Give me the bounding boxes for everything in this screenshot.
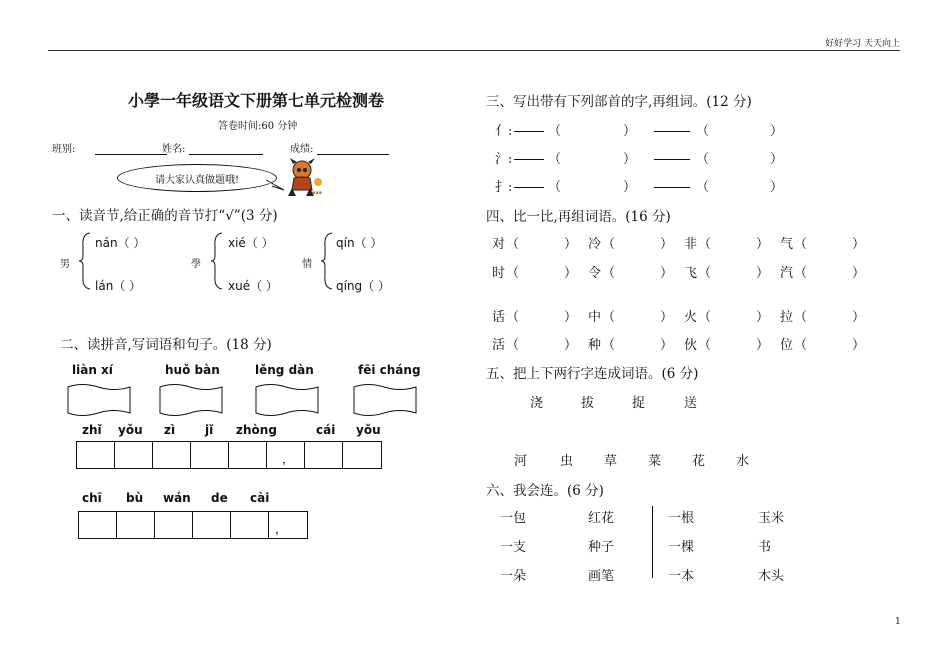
sec1-char-3: 情 bbox=[302, 259, 312, 270]
sec4-char: 时 bbox=[492, 266, 506, 281]
sec4-paren-open: （ bbox=[602, 266, 616, 281]
grid-cell[interactable] bbox=[343, 442, 381, 468]
sec2-word-2: huǒ bàn bbox=[165, 363, 220, 377]
section6-heading: 六、我会连。(6 分) bbox=[486, 483, 604, 499]
sec4-char: 火 bbox=[684, 310, 698, 325]
sec4-char: 活 bbox=[492, 338, 506, 353]
sec3-blank[interactable] bbox=[654, 187, 690, 188]
section5-heading: 五、把上下两行字连成词语。(6 分) bbox=[486, 366, 699, 382]
grid-cell[interactable] bbox=[267, 442, 305, 468]
grid-cell[interactable] bbox=[305, 442, 343, 468]
sec4-char: 话 bbox=[492, 310, 506, 325]
svg-text:▪▪▪: ▪▪▪ bbox=[312, 190, 323, 196]
sec4-char: 对 bbox=[492, 237, 506, 252]
sec4-paren-close: ） bbox=[852, 338, 866, 353]
sec3-paren-open: （ bbox=[548, 124, 562, 139]
sec4-paren-open: （ bbox=[506, 310, 520, 325]
sec6-divider bbox=[652, 506, 653, 578]
sec2-grid-1 bbox=[76, 441, 382, 469]
sec5-top-4: 送 bbox=[684, 396, 698, 411]
sec6-la-1: 一包 bbox=[500, 511, 527, 526]
grid-cell[interactable] bbox=[229, 442, 267, 468]
sec4-paren-close: ） bbox=[660, 237, 674, 252]
sec4-paren-close: ） bbox=[660, 310, 674, 325]
sec6-lb-1: 红花 bbox=[588, 511, 615, 526]
sec3-blank[interactable] bbox=[514, 131, 544, 132]
sec1-pinyin-3a: qín（ ） bbox=[336, 236, 383, 250]
sec4-paren-close: ） bbox=[564, 338, 578, 353]
sec2-s1-py-1: zhǐ bbox=[82, 423, 102, 437]
page-title: 小學一年级语文下册第七单元检测卷 bbox=[128, 91, 385, 110]
sec3-paren-close: ） bbox=[623, 152, 637, 167]
sec3-paren-open: （ bbox=[696, 124, 710, 139]
sec6-rb-3: 木头 bbox=[758, 569, 785, 584]
sec2-s2-py-2: bù bbox=[126, 491, 144, 505]
sec4-paren-close: ） bbox=[756, 338, 770, 353]
sec6-ra-3: 一本 bbox=[668, 569, 695, 584]
grid-comma: ， bbox=[282, 452, 295, 466]
sec1-char-2: 學 bbox=[191, 259, 201, 270]
grid-cell[interactable] bbox=[155, 512, 193, 538]
sec4-paren-open: （ bbox=[506, 237, 520, 252]
sec1-char-1: 男 bbox=[60, 259, 70, 270]
section4-heading: 四、比一比,再组词语。(16 分) bbox=[486, 209, 671, 225]
sec4-char: 伙 bbox=[684, 338, 698, 353]
sec4-paren-close: ） bbox=[756, 266, 770, 281]
sec3-paren-close: ） bbox=[770, 152, 784, 167]
sec3-row-2: 氵: bbox=[495, 152, 513, 167]
sec5-bottom-2: 虫 bbox=[560, 454, 574, 469]
sec4-paren-open: （ bbox=[602, 237, 616, 252]
sec5-top-3: 捉 bbox=[632, 396, 646, 411]
sec5-bottom-1: 河 bbox=[514, 454, 528, 469]
sec4-paren-close: ） bbox=[660, 338, 674, 353]
grid-cell[interactable] bbox=[153, 442, 191, 468]
sec4-paren-open: （ bbox=[602, 310, 616, 325]
sec4-paren-close: ） bbox=[756, 310, 770, 325]
sec4-char: 令 bbox=[588, 266, 602, 281]
sec4-paren-close: ） bbox=[564, 266, 578, 281]
sec4-paren-open: （ bbox=[698, 310, 712, 325]
sec4-paren-open: （ bbox=[794, 310, 808, 325]
sec6-la-3: 一朵 bbox=[500, 569, 527, 584]
sec2-word-1: liàn xí bbox=[72, 363, 113, 377]
sec2-s2-py-1: chī bbox=[82, 491, 102, 505]
sec2-word-3: lěng dàn bbox=[255, 363, 314, 377]
sec1-pinyin-1b: lán（ ） bbox=[95, 279, 142, 293]
sec2-s2-py-4: de bbox=[211, 491, 228, 505]
sec4-paren-open: （ bbox=[602, 338, 616, 353]
sec6-ra-1: 一根 bbox=[668, 511, 695, 526]
sec4-char: 飞 bbox=[684, 266, 698, 281]
grid-comma: ， bbox=[275, 522, 288, 536]
sec4-paren-open: （ bbox=[698, 266, 712, 281]
sec4-paren-open: （ bbox=[698, 237, 712, 252]
sec3-paren-open: （ bbox=[696, 180, 710, 195]
sec2-s1-py-6: cái bbox=[316, 423, 336, 437]
grid-cell[interactable] bbox=[79, 512, 117, 538]
sec5-bottom-4: 菜 bbox=[648, 454, 662, 469]
sec4-paren-close: ） bbox=[852, 266, 866, 281]
sec3-blank[interactable] bbox=[514, 187, 544, 188]
sec6-lb-2: 种子 bbox=[588, 540, 615, 555]
sec6-rb-1: 玉米 bbox=[758, 511, 785, 526]
page-number: 1 bbox=[895, 617, 901, 627]
section1-heading: 一、读音节,给正确的音节打“√”(3 分) bbox=[52, 208, 278, 224]
sec3-blank[interactable] bbox=[654, 159, 690, 160]
sec4-paren-open: （ bbox=[698, 338, 712, 353]
sec4-paren-open: （ bbox=[794, 237, 808, 252]
sec1-pinyin-2b: xué（ ） bbox=[228, 279, 278, 293]
sec4-paren-close: ） bbox=[660, 266, 674, 281]
grid-cell[interactable] bbox=[191, 442, 229, 468]
sec3-paren-close: ） bbox=[770, 180, 784, 195]
sec4-paren-close: ） bbox=[756, 237, 770, 252]
sec4-char: 中 bbox=[588, 310, 602, 325]
sec3-paren-open: （ bbox=[548, 180, 562, 195]
sec5-top-2: 拔 bbox=[581, 396, 595, 411]
sec6-la-2: 一支 bbox=[500, 540, 527, 555]
score-field: 成绩: bbox=[290, 140, 389, 155]
grid-cell[interactable] bbox=[231, 512, 269, 538]
sec4-paren-open: （ bbox=[794, 338, 808, 353]
grid-cell[interactable] bbox=[77, 442, 115, 468]
sec2-s1-py-7: yǒu bbox=[356, 423, 381, 437]
sec4-char: 汽 bbox=[780, 266, 794, 281]
class-field: 班别: bbox=[52, 140, 167, 155]
sec3-blank[interactable] bbox=[654, 131, 690, 132]
sec6-rb-2: 书 bbox=[758, 540, 772, 555]
sec3-blank[interactable] bbox=[514, 159, 544, 160]
sec3-row-3: 扌: bbox=[495, 180, 513, 195]
sec1-pinyin-2a: xié（ ） bbox=[228, 236, 274, 250]
sec6-lb-3: 画笔 bbox=[588, 569, 615, 584]
sec4-paren-close: ） bbox=[852, 237, 866, 252]
speech-bubble: 请大家认真做题哦! bbox=[117, 164, 277, 192]
grid-cell[interactable] bbox=[115, 442, 153, 468]
exam-time: 答卷时间:60 分钟 bbox=[218, 121, 298, 132]
sec1-pinyin-1a: nán（ ） bbox=[95, 236, 146, 250]
sec3-paren-close: ） bbox=[623, 124, 637, 139]
sec2-s1-py-4: jǐ bbox=[205, 423, 214, 437]
sec6-ra-2: 一棵 bbox=[668, 540, 695, 555]
sec2-s1-py-2: yǒu bbox=[118, 423, 143, 437]
sec4-paren-close: ） bbox=[564, 310, 578, 325]
sec2-s2-py-5: cài bbox=[250, 491, 270, 505]
grid-cell[interactable] bbox=[269, 512, 307, 538]
sec4-char: 种 bbox=[588, 338, 602, 353]
sec5-top-1: 浇 bbox=[530, 396, 544, 411]
sec2-s1-py-5: zhòng bbox=[236, 423, 277, 437]
sec1-pinyin-3b: qíng（ ） bbox=[336, 279, 390, 293]
sec5-bottom-6: 水 bbox=[736, 454, 750, 469]
sec5-bottom-5: 花 bbox=[692, 454, 706, 469]
sec2-word-4: fēi cháng bbox=[358, 363, 421, 377]
sec3-paren-close: ） bbox=[623, 180, 637, 195]
sec4-paren-open: （ bbox=[794, 266, 808, 281]
section2-heading: 二、读拼音,写词语和句子。(18 分) bbox=[60, 337, 272, 353]
sec3-paren-open: （ bbox=[696, 152, 710, 167]
sec4-paren-open: （ bbox=[506, 338, 520, 353]
sec2-s1-py-3: zì bbox=[164, 423, 176, 437]
section3-heading: 三、写出带有下列部首的字,再组词。(12 分) bbox=[486, 94, 752, 110]
sec3-row-1: 亻: bbox=[495, 124, 513, 139]
sec4-char: 拉 bbox=[780, 310, 794, 325]
sec4-paren-open: （ bbox=[506, 266, 520, 281]
sec4-char: 非 bbox=[684, 237, 698, 252]
sec5-bottom-3: 草 bbox=[604, 454, 618, 469]
sec4-paren-close: ） bbox=[564, 237, 578, 252]
sec3-paren-open: （ bbox=[548, 152, 562, 167]
sec4-char: 位 bbox=[780, 338, 794, 353]
sec2-grid-2 bbox=[78, 511, 308, 539]
sec4-char: 冷 bbox=[588, 237, 602, 252]
name-field: 姓名: bbox=[162, 140, 263, 155]
sec2-s2-py-3: wán bbox=[163, 491, 191, 505]
grid-cell[interactable] bbox=[193, 512, 231, 538]
sec3-paren-close: ） bbox=[770, 124, 784, 139]
grid-cell[interactable] bbox=[117, 512, 155, 538]
header-motto: 好好学习 天天向上 bbox=[825, 39, 900, 49]
sec4-paren-close: ） bbox=[852, 310, 866, 325]
sec4-char: 气 bbox=[780, 237, 794, 252]
